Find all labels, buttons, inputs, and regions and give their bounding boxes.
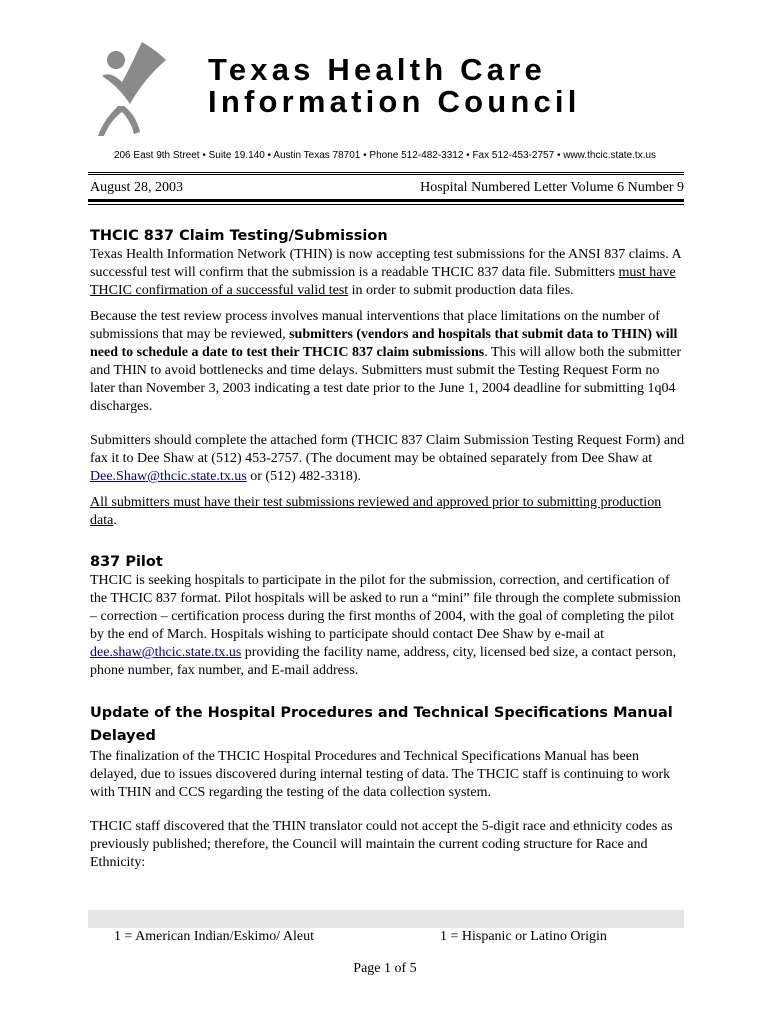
code-table-band <box>88 910 684 928</box>
page-number: Page 1 of 5 <box>353 961 417 976</box>
paragraph: Texas Health Information Network (THIN) is now accepting test submissions for the ANSI 837 claims. A successful test will confirm that the submission is a readable THCIC 837 data file. Submitters must have THCIC confirmation of a successful valid test in order to submit production data files. <box>90 247 681 298</box>
title-line-2: Information Council <box>208 84 581 119</box>
paragraph: THCIC is seeking hospitals to participate in the pilot for the submission, correction, and certification of the THCIC 837 format. Pilot hospitals will be asked to run a “mini” file through the complete submission – correction – certification process during the first months of 2004, with the goal of completing the pilot by the end of March. Hospitals wishing to participate should contact Dee Shaw by e-mail at dee.shaw@thcic.state.tx.us providing the facility name, address, city, licensed bed size, a contact person, phone number, fax number, and E-mail address. <box>90 573 681 678</box>
race-ethnicity-codes <box>114 929 674 945</box>
date-line <box>90 180 684 196</box>
email-link[interactable]: dee.shaw@thcic.state.tx.us <box>90 645 242 660</box>
date-rule-thin <box>88 204 684 205</box>
race-code: 1 = American Indian/Eskimo/ Aleut <box>114 929 314 944</box>
header-rule <box>88 172 684 175</box>
date-rule <box>88 199 684 202</box>
thcic-logo <box>92 42 170 138</box>
address-line: 206 East 9th Street • Suite 19.140 • Austin Texas 78701 • Phone 512-482-3312 • Fax 512-453-2757 • www.thcic.state.tx.us <box>113 150 657 161</box>
paragraph: The finalization of the THCIC Hospital Procedures and Technical Specifications Manual has been delayed, due to issues discovered during internal testing of data. The THCIC staff is continuing to work with THIN and CCS regarding the testing of the data collection system. <box>90 749 671 800</box>
letter-date: August 28, 2003 <box>90 180 183 195</box>
paragraph: Because the test review process involves manual interventions that place limitations on the number of submissions that may be reviewed, submitters (vendors and hospitals that submit data to THIN) will need to schedule a date to test their THCIC 837 claim submissions. This will allow both the submitter and THIN to avoid bottlenecks and time delays. Submitters must submit the Testing Request Form no later than November 3, 2003 indicating a test date prior to the June 1, 2004 deadline for submitting 1q04 discharges. <box>90 309 682 414</box>
email-link[interactable]: Dee.Shaw@thcic.state.tx.us <box>90 469 247 484</box>
organization-title <box>208 54 581 118</box>
ethnicity-code: 1 = Hispanic or Latino Origin <box>440 929 607 944</box>
paragraph: THCIC staff discovered that the THIN translator could not accept the 5-digit race and ethnicity codes as previously published; therefore, the Council will maintain the current coding structure for Race and Ethnicity: <box>90 819 673 870</box>
volume-number: Hospital Numbered Letter Volume 6 Number 9 <box>420 180 684 195</box>
letter-body <box>90 226 686 872</box>
section-heading-manual-delayed: Update of the Hospital Procedures and Technical Specifications Manual Delayed <box>90 705 673 744</box>
paragraph: Submitters should complete the attached form (THCIC 837 Claim Submission Testing Request Form) and fax it to Dee Shaw at (512) 453-2757. (The document may be obtained separately from Dee Shaw at Dee.Shaw@thcic.state.tx.us or (512) 482-3318). <box>90 433 685 484</box>
section-heading-837-testing: THCIC 837 Claim Testing/Submission <box>90 228 388 244</box>
title-line-1: Texas Health Care <box>208 52 546 87</box>
paragraph: All submitters must have their test submissions reviewed and approved prior to submitting production data. <box>90 495 662 528</box>
section-heading-pilot: 837 Pilot <box>90 554 163 570</box>
